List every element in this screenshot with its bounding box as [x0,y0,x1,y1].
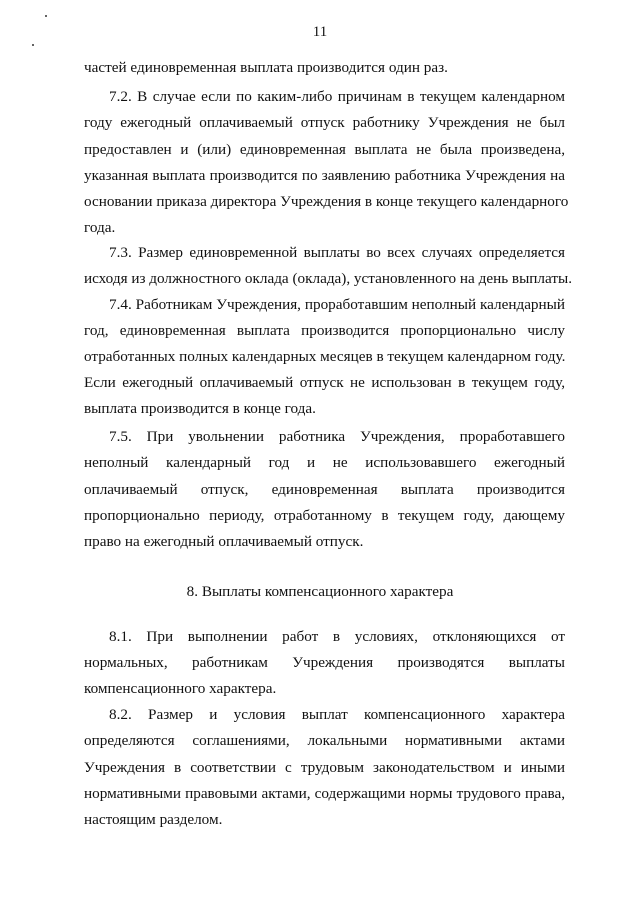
paragraph-8-1-line: компенсационного характера. [84,680,277,697]
section-heading: 8. Выплаты компенсационного характера [186,583,454,600]
paragraph-8-2-line: определяются соглашениями, локальными нормативными актами [84,732,565,749]
scan-speck [32,44,34,46]
paragraph-7-2-line: году ежегодный оплачиваемый отпуск работнику Учреждения не был [84,114,565,131]
paragraph-7-4-line: отработанных полных календарных месяцев в текущем календарном году. [84,348,566,365]
paragraph-7-5-line: 7.5. При увольнении работника Учреждения, проработавшего [109,428,565,445]
paragraph-7-3-line: 7.3. Размер единовременной выплаты во всех случаях определяется [109,244,565,261]
paragraph-7-3-line: исходя из должностного оклада (оклада), установленного на день выплаты. [84,270,572,287]
paragraph-8-2-line: настоящим разделом. [84,811,223,828]
paragraph-7-2-line: 7.2. В случае если по каким-либо причинам в текущем календарном [109,88,565,105]
paragraph-8-2-line: 8.2. Размер и условия выплат компенсационного характера [109,706,565,723]
page-number: 11 [312,24,328,40]
paragraph-7-2-line: основании приказа директора Учреждения в конце текущего календарного [84,193,569,210]
scan-speck [45,15,47,17]
paragraph-7-2-line: предоставлен и (или) единовременная выплата не была произведена, [84,141,565,158]
paragraph-7-2-line: указанная выплата производится по заявлению работника Учреждения на [84,167,565,184]
paragraph-8-2-line: Учреждения в соответствии с трудовым законодательством и иными [84,759,565,776]
paragraph-7-2-line: года. [84,219,116,236]
paragraph-7-5-line: право на ежегодный оплачиваемый отпуск. [84,533,364,550]
paragraph-7-4-line: Если ежегодный оплачиваемый отпуск не использован в текущем году, [84,374,565,391]
paragraph-7-4-line: год, единовременная выплата производится пропорционально числу [84,322,565,339]
paragraph-7-4-line: 7.4. Работникам Учреждения, проработавшим неполный календарный [109,296,565,313]
paragraph-7-5-line: пропорционально периоду, отработанному в текущем году, дающему [84,507,565,524]
paragraph-7-4-line: выплата производится в конце года. [84,400,316,417]
paragraph-7-5-line: оплачиваемый отпуск, единовременная выплата производится [84,481,565,498]
paragraph-8-2-line: нормативными правовыми актами, содержащими нормы трудового права, [84,785,565,802]
text-line: частей единовременная выплата производится один раз. [84,59,448,76]
paragraph-8-1-line: нормальных, работникам Учреждения производятся выплаты [84,654,565,671]
paragraph-8-1-line: 8.1. При выполнении работ в условиях, отклоняющихся от [109,628,565,645]
paragraph-7-5-line: неполный календарный год и не использовавшего ежегодный [84,454,565,471]
